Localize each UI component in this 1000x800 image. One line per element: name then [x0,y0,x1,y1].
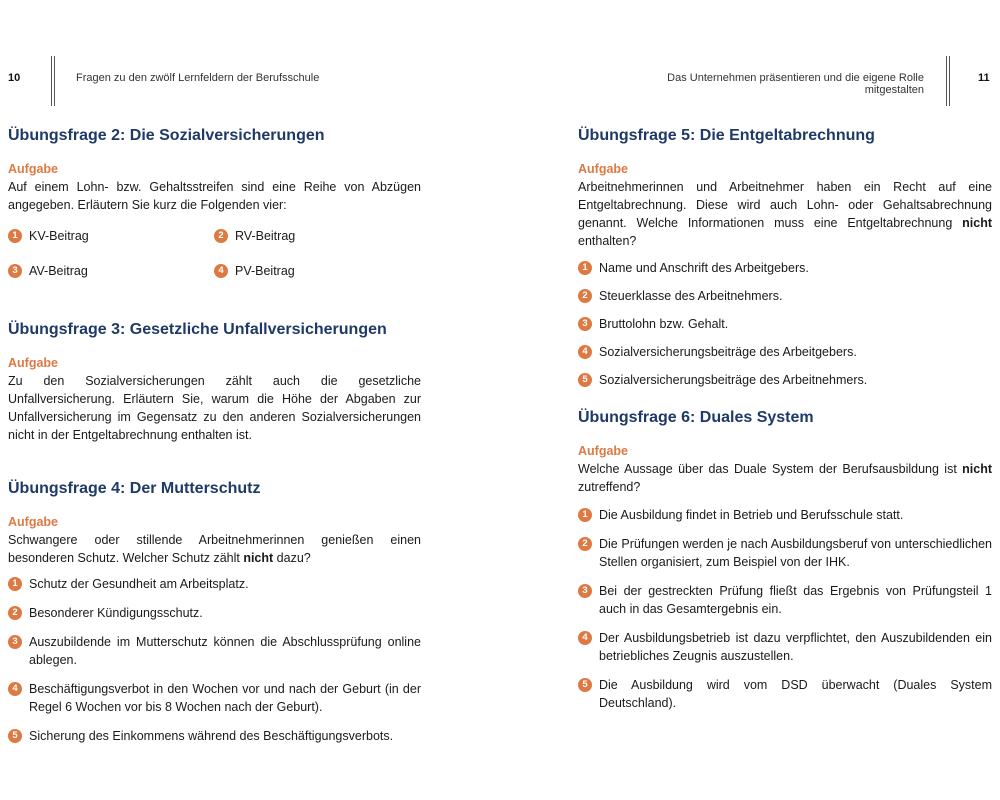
option-number-badge: 3 [578,584,592,598]
option-number-badge: 2 [8,606,22,620]
option-number-badge: 5 [578,678,592,692]
question-title: Übungsfrage 6: Duales System [578,409,814,426]
task-label: Aufgabe [8,356,58,370]
question-6 [578,408,992,712]
task-text: Zu den Sozialversicherungen zählt auch die gesetzliche Unfallversicherung. Erläutern Sie, warum die Höhe der Abgaben zur Unfallversicherung im Gegensatz zu den anderen Sozialversicherungen nicht in der Entgeltabrechnung enthalten ist. [8,374,421,442]
task-label: Aufgabe [578,444,628,458]
option-text: AV-Beitrag [29,264,88,278]
option-item [8,633,421,669]
option-text: PV-Beitrag [235,264,295,278]
option-text: Besonderer Kündigungsschutz. [29,606,203,620]
option-item [578,315,992,333]
option-number-badge: 1 [578,508,592,522]
question-title: Übungsfrage 5: Die Entgeltabrechnung [578,127,875,144]
option-item [578,287,992,305]
option-item [578,506,992,524]
option-text: Schutz der Gesundheit am Arbeitsplatz. [29,577,249,591]
option-item [578,343,992,361]
option-text: Bruttolohn bzw. Gehalt. [599,317,729,331]
question-title: Übungsfrage 2: Die Sozialversicherungen [8,127,325,144]
option-item [8,227,209,245]
option-item [578,371,992,389]
option-item [8,575,421,593]
option-number-badge: 5 [578,373,592,387]
option-number-badge: 3 [8,635,22,649]
option-text: Sozialversicherungsbeiträge des Arbeitnehmers. [599,373,868,387]
option-item [578,676,992,712]
option-item [214,262,415,280]
header-rule [946,56,950,106]
emphasis-nicht: nicht [243,551,274,565]
option-text: Sozialversicherungsbeiträge des Arbeitgebers. [599,345,857,359]
running-head: Das Unternehmen präsentieren und die eigene Rolle mitgestalten [667,72,924,96]
question-5 [578,126,992,389]
option-grid [8,222,421,292]
task-label: Aufgabe [578,162,628,176]
task-label: Aufgabe [8,162,58,176]
option-text: Sicherung des Einkommens während des Beschäftigungsverbots. [29,729,394,743]
option-item [214,227,415,245]
option-text: Beschäftigungsverbot in den Wochen vor und nach der Geburt (in der Regel 6 Wochen vor bis 8 Wochen nach der Geburt). [29,682,421,714]
option-text: Die Prüfungen werden je nach Ausbildungsberuf von unterschiedlichen Stellen organisiert, zum Beispiel von der IHK. [599,537,992,569]
page-number: 11 [978,72,990,84]
page-number: 10 [8,72,21,84]
option-item [578,535,992,571]
option-item [8,727,421,745]
task-text: Schwangere oder stillende Arbeitnehmerinnen genießen einen besonderen Schutz. Welcher Schutz zählt nicht dazu? [8,533,421,565]
option-list [578,506,992,712]
question-4 [8,479,421,745]
option-text: KV-Beitrag [29,229,89,243]
option-text: Die Ausbildung wird vom DSD überwacht (Duales System Deutschland). [599,678,992,710]
question-title: Übungsfrage 4: Der Mutterschutz [8,480,261,497]
option-item [578,629,992,665]
task-text: Auf einem Lohn- bzw. Gehaltsstreifen sind eine Reihe von Abzügen angegeben. Erläutern Sie kurz die Folgenden vier: [8,180,421,212]
option-text: Die Ausbildung findet in Betrieb und Berufsschule statt. [599,508,904,522]
task-label: Aufgabe [8,515,58,529]
task-text: Welche Aussage über das Duale System der Berufsausbildung ist nicht zutreffend? [578,462,992,494]
option-number-badge: 4 [214,264,228,278]
question-3 [8,320,421,444]
emphasis-nicht: nicht [962,462,992,476]
task-text: Arbeitnehmerinnen und Arbeitnehmer haben ein Recht auf eine Entgeltabrechnung. Diese wird auch Lohn- oder Gehaltsabrechnung genannt. Welche Informationen muss eine Entgeltabrechnung nicht enthalten? [578,180,992,248]
question-title: Übungsfrage 3: Gesetzliche Unfallversicherungen [8,321,387,338]
option-text: Der Ausbildungsbetrieb ist dazu verpflichtet, den Auszubildenden ein betriebliches Zeugnis auszustellen. [599,631,992,663]
running-head: Fragen zu den zwölf Lernfeldern der Berufsschule [76,72,320,84]
question-2 [8,126,421,292]
option-number-badge: 4 [8,682,22,696]
option-item [578,582,992,618]
option-item [8,604,421,622]
option-list [578,259,992,389]
option-text: RV-Beitrag [235,229,296,243]
option-number-badge: 2 [578,537,592,551]
option-number-badge: 2 [578,289,592,303]
option-number-badge: 1 [8,229,22,243]
option-number-badge: 5 [8,729,22,743]
option-text: Auszubildende im Mutterschutz können die Abschlussprüfung online ablegen. [29,635,421,667]
header-rule [51,56,55,106]
option-number-badge: 1 [8,577,22,591]
option-number-badge: 1 [578,261,592,275]
option-number-badge: 4 [578,345,592,359]
option-text: Bei der gestreckten Prüfung fließt das Ergebnis von Prüfungsteil 1 auch in das Gesamtergebnis ein. [599,584,992,616]
option-text: Name und Anschrift des Arbeitgebers. [599,261,809,275]
option-number-badge: 4 [578,631,592,645]
option-item [8,262,209,280]
option-number-badge: 2 [214,229,228,243]
option-number-badge: 3 [578,317,592,331]
option-item [578,259,992,277]
emphasis-nicht: nicht [962,216,992,230]
option-text: Steuerklasse des Arbeitnehmers. [599,289,783,303]
right-page [500,0,1000,800]
option-item [8,680,421,716]
option-number-badge: 3 [8,264,22,278]
option-list [8,575,421,745]
